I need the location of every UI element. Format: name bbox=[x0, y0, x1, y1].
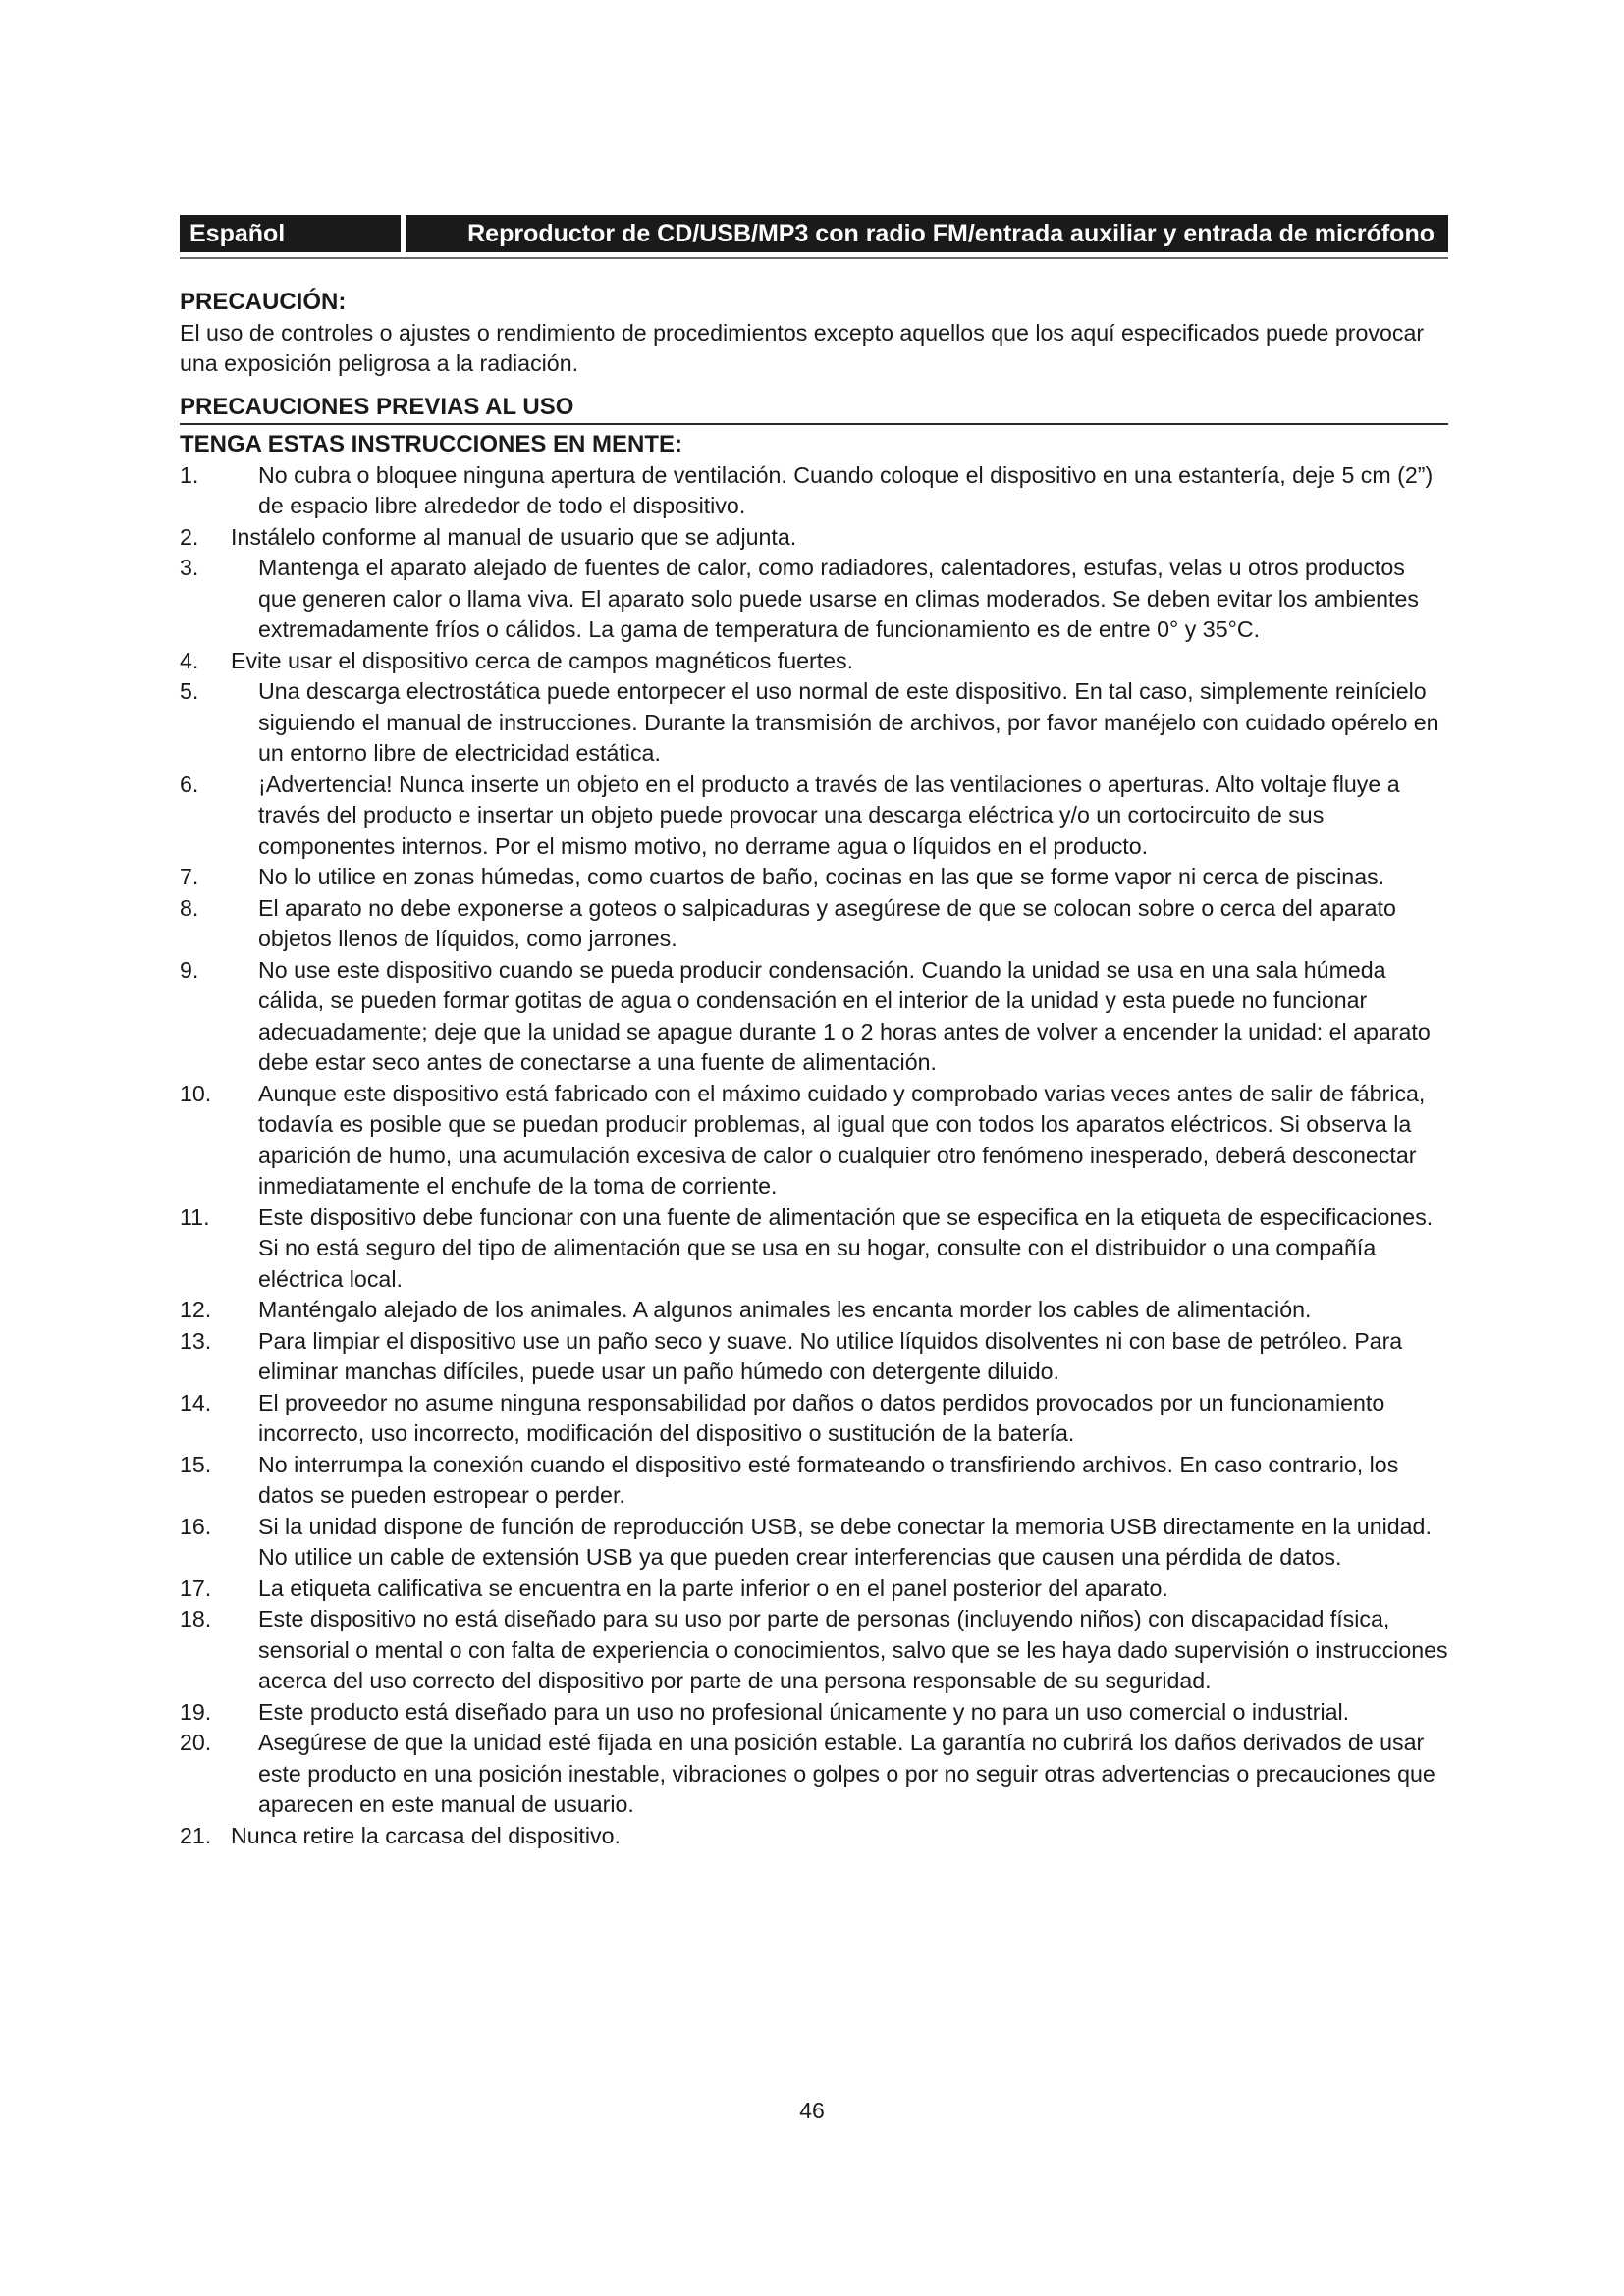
list-item bbox=[180, 1574, 1448, 1605]
list-item-text: Asegúrese de que la unidad esté fijada en una posición estable. La garantía no cubrirá los daños derivados de usar este producto en una posición inestable, vibraciones o golpes o por no seguir otras advertencias o precauciones que aparecen en este manual de usuario. bbox=[258, 1730, 1435, 1817]
list-item bbox=[180, 1326, 1448, 1388]
list-item bbox=[180, 553, 1448, 646]
list-item-text: Una descarga electrostática puede entorpecer el uso normal de este dispositivo. En tal caso, simplemente reinícielo siguiendo el manual de instrucciones. Durante la transmisión de archivos, por favor manéjelo con cuidado opérelo en un entorno libre de electricidad estática. bbox=[258, 678, 1439, 766]
list-item-text: El proveedor no asume ninguna responsabilidad por daños o datos perdidos provocados por un funcionamiento incorrecto, uso incorrecto, modificación del dispositivo o sustitución de la batería. bbox=[258, 1389, 1385, 1446]
list-item-text: El aparato no debe exponerse a goteos o salpicaduras y asegúrese de que se colocan sobre o cerca del aparato objetos llenos de líquidos, como jarrones. bbox=[258, 894, 1396, 951]
list-item-number: 4. bbox=[180, 647, 199, 673]
list-item-number: 19. bbox=[180, 1698, 212, 1725]
precautions-list bbox=[180, 460, 1448, 1852]
list-item-text: Este dispositivo no está diseñado para su uso por parte de personas (incluyendo niños) con discapacidad física, sensorial o mental o con falta de experiencia o conocimientos, salvo que se les haya dado supervisión o instrucciones acerca del uso correcto del dispositivo por parte de una persona responsable de su seguridad. bbox=[258, 1606, 1448, 1693]
list-item-number: 21. bbox=[180, 1822, 212, 1848]
list-item bbox=[180, 1512, 1448, 1574]
list-item-text: No lo utilice en zonas húmedas, como cuartos de baño, cocinas en las que se forme vapor ni cerca de piscinas. bbox=[258, 864, 1385, 889]
page-header bbox=[180, 215, 1448, 252]
document-body bbox=[180, 287, 1448, 1851]
list-item bbox=[180, 1202, 1448, 1296]
list-item-number: 16. bbox=[180, 1513, 212, 1539]
list-item-number: 13. bbox=[180, 1327, 212, 1354]
list-item-text: No interrumpa la conexión cuando el dispositivo esté formateando o transfiriendo archivos. En caso contrario, los datos se pueden estropear o perder. bbox=[258, 1451, 1399, 1508]
list-item-text: No cubra o bloquee ninguna apertura de ventilación. Cuando coloque el dispositivo en una estantería, deje 5 cm (2”) de espacio libre alrededor de todo el dispositivo. bbox=[258, 461, 1434, 518]
list-item bbox=[180, 1604, 1448, 1697]
list-item-number: 9. bbox=[180, 956, 199, 983]
list-item bbox=[180, 1697, 1448, 1729]
list-item-number: 18. bbox=[180, 1606, 212, 1631]
precautions-subheading: TENGA ESTAS INSTRUCCIONES EN MENTE: bbox=[180, 431, 683, 457]
caution-text: El uso de controles o ajustes o rendimiento de procedimientos excepto aquellos que los aquí especificados puede provocar una exposición peligrosa a la radiación. bbox=[180, 319, 1425, 376]
list-item bbox=[180, 460, 1448, 522]
list-item bbox=[180, 1388, 1448, 1450]
header-title: Reproductor de CD/USB/MP3 con radio FM/entrada auxiliar y entrada de micrófono bbox=[467, 220, 1435, 247]
list-item bbox=[180, 770, 1448, 863]
list-item bbox=[180, 646, 1448, 677]
list-item-text: Instálelo conforme al manual de usuario que se adjunta. bbox=[231, 523, 797, 550]
list-item-number: 6. bbox=[180, 771, 199, 797]
list-item-number: 5. bbox=[180, 678, 199, 704]
list-item-number: 7. bbox=[180, 864, 199, 889]
caution-heading: PRECAUCIÓN: bbox=[180, 289, 347, 315]
list-item-number: 11. bbox=[180, 1203, 210, 1230]
list-item-text: ¡Advertencia! Nunca inserte un objeto en el producto a través de las ventilaciones o aperturas. Alto voltaje fluye a través del producto e insertar un objeto puede provocar una descarga eléctrica y/o un cortocircuito de sus componentes internos. Por el mismo motivo, no derrame agua o líquidos en el producto. bbox=[258, 771, 1400, 859]
list-item-number: 1. bbox=[180, 461, 199, 488]
list-item-text: Este producto está diseñado para un uso no profesional únicamente y no para un uso comercial o industrial. bbox=[258, 1698, 1350, 1725]
header-divider bbox=[180, 257, 1448, 259]
list-item-text: Este dispositivo debe funcionar con una fuente de alimentación que se especifica en la etiqueta de especificaciones. Si no está seguro del tipo de alimentación que se usa en su hogar, consulte con el distribuidor o una compañía eléctrica local. bbox=[258, 1203, 1434, 1292]
list-item bbox=[180, 1295, 1448, 1326]
list-item-number: 12. bbox=[180, 1297, 212, 1322]
list-item bbox=[180, 1450, 1448, 1512]
list-item-text: Mantenga el aparato alejado de fuentes de calor, como radiadores, calentadores, estufas, velas u otros productos que generen calor o llama viva. El aparato solo puede usarse en climas moderados. Se deben evitar los ambientes extremadamente fríos o cálidos. La gama de temperatura de funcionamiento es de entre 0° y 35°C. bbox=[258, 555, 1419, 642]
list-item-text: Nunca retire la carcasa del dispositivo. bbox=[231, 1822, 621, 1848]
list-item bbox=[180, 862, 1448, 893]
list-item bbox=[180, 522, 1448, 554]
list-item-number: 3. bbox=[180, 555, 199, 580]
list-item-number: 20. bbox=[180, 1730, 212, 1755]
list-item-number: 15. bbox=[180, 1451, 212, 1477]
list-item bbox=[180, 893, 1448, 955]
list-item bbox=[180, 955, 1448, 1079]
page-number: 46 bbox=[799, 2098, 825, 2123]
list-item bbox=[180, 1821, 1448, 1852]
list-item-text: Para limpiar el dispositivo use un paño seco y suave. No utilice líquidos disolventes ni con base de petróleo. Para eliminar manchas difíciles, puede usar un paño húmedo con detergente diluido. bbox=[258, 1327, 1403, 1384]
list-item-number: 2. bbox=[180, 523, 199, 550]
list-item-number: 14. bbox=[180, 1389, 212, 1415]
list-item-text: La etiqueta calificativa se encuentra en la parte inferior o en el panel posterior del aparato. bbox=[258, 1575, 1168, 1601]
list-item-text: Manténgalo alejado de los animales. A algunos animales les encanta morder los cables de alimentación. bbox=[258, 1297, 1312, 1322]
list-item bbox=[180, 1728, 1448, 1821]
list-item-number: 17. bbox=[180, 1575, 212, 1601]
list-item-text: Evite usar el dispositivo cerca de campos magnéticos fuertes. bbox=[231, 647, 854, 673]
list-item bbox=[180, 1079, 1448, 1202]
list-item bbox=[180, 676, 1448, 770]
precautions-heading: PRECAUCIONES PREVIAS AL USO bbox=[180, 392, 1448, 426]
list-item-number: 10. bbox=[180, 1080, 212, 1106]
list-item-number: 8. bbox=[180, 894, 199, 921]
list-item-text: Aunque este dispositivo está fabricado con el máximo cuidado y comprobado varias veces antes de salir de fábrica, todavía es posible que se puedan producir problemas, al igual que con todos los aparatos eléctricos. Si observa la aparición de humo, una acumulación excesiva de calor o cualquier otro fenómeno inesperado, deberá desconectar inmediatamente el enchufe de la toma de corriente. bbox=[258, 1080, 1426, 1199]
header-language: Español bbox=[180, 215, 406, 252]
list-item-text: No use este dispositivo cuando se pueda producir condensación. Cuando la unidad se usa en una sala húmeda cálida, se pueden formar gotitas de agua o condensación en el interior de la unidad y esta puede no funcionar adecuadamente; deje que la unidad se apague durante 1 o 2 horas antes de volver a encender la unidad: el aparato debe estar seco antes de conectarse a una fuente de alimentación. bbox=[258, 956, 1431, 1075]
list-item-text: Si la unidad dispone de función de reproducción USB, se debe conectar la memoria USB directamente en la unidad. No utilice un cable de extensión USB ya que pueden crear interferencias que causen una pérdida de datos. bbox=[258, 1513, 1432, 1570]
